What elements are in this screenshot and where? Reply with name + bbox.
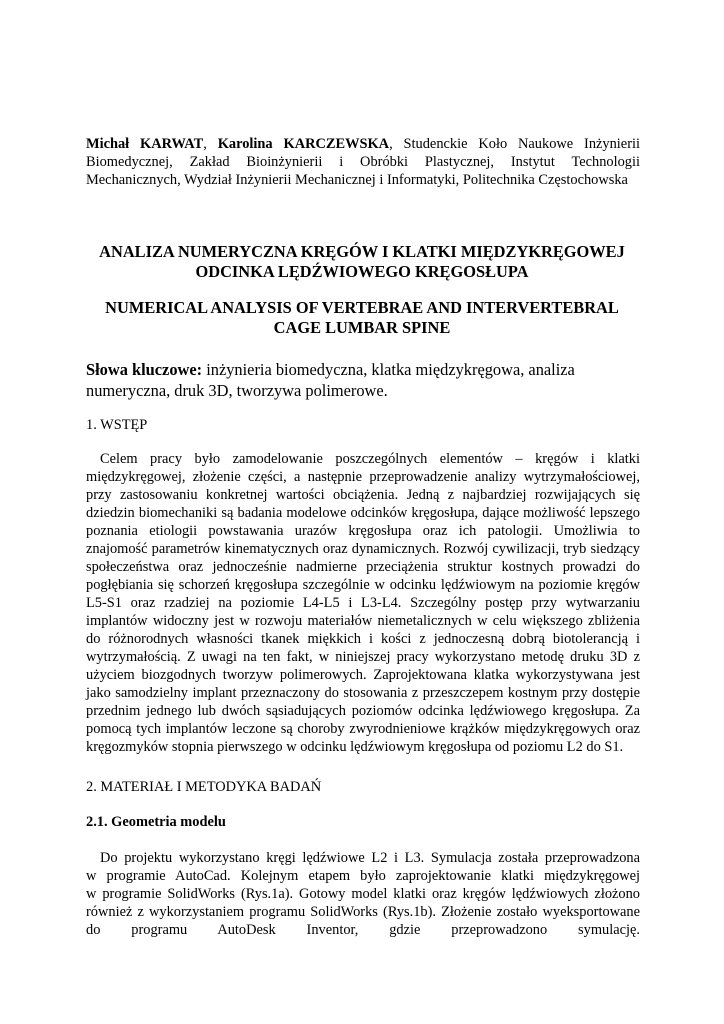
keywords-line-1 — [86, 359, 640, 380]
author-name-1: Michał KARWAT — [86, 136, 204, 152]
section-1-line: L5-S1 oraz rzadziej na poziomie L4-L5 i L3-L4. Szczególny postęp przy wytwarzaniu — [86, 595, 640, 611]
keywords-text-1: inżynieria biomedyczna, klatka międzykręgowa, analiza — [202, 360, 575, 379]
section-2-line: Do projektu wykorzystano kręgi lędźwiowe L2 i L3. Symulacja została przeprowadzona — [100, 850, 640, 866]
title-en-line-2: CAGE LUMBAR SPINE — [273, 318, 451, 337]
subsection-2-1-heading: 2.1. Geometria modelu — [86, 814, 226, 830]
section-1-line: poznania etiologii powstawania urazów kręgosłupa oraz ich patologii. Umożliwia to — [86, 523, 640, 539]
section-1-line: pomocą tych implantów leczone są choroby zwyrodnieniowe krążków międzykręgowych oraz — [86, 721, 640, 737]
section-1-line: przednim jednego lub dwóch sąsiadujących poziomów odcinka lędźwiowego kręgosłupa. Za — [86, 703, 640, 719]
section-1-line: międzykręgowej, złożenie części, a następnie przeprowadzenie analizy wytrzymałościowej, — [86, 469, 640, 485]
author-line-1 — [86, 136, 640, 154]
section-2-line: w programie SolidWorks (Rys.1a). Gotowy model klatki oraz kręgów lędźwiowych złożono — [86, 886, 640, 902]
section-1-heading: 1. WSTĘP — [86, 417, 148, 433]
section-1-line: społeczeństwa oraz jednocześnie nadmierne przeciążenia struktur kostnych prowadzi do — [86, 559, 640, 575]
section-1-line: do różnorodnych własności tkanek miękkich i kości z jednoczesną dobrą biotolerancją i — [86, 631, 640, 647]
author-name-2: Karolina KARCZEWSKA — [217, 136, 390, 152]
section-2-heading: 2. MATERIAŁ I METODYKA BADAŃ — [86, 779, 322, 795]
affiliation-part-1: , Studenckie Koło Naukowe Inżynierii — [389, 136, 640, 152]
section-1-line: znajomość parametrów kinematycznych oraz dynamicznych. Rozwój cywilizacji, tryb siedzący — [86, 541, 640, 557]
section-1-line: dziedzin biomechaniki są badania modelowe odcinków kręgosłupa, dające możliwość lepszego — [86, 505, 640, 521]
section-1-line: Celem pracy było zamodelowanie poszczególnych elementów – kręgów i klatki — [100, 451, 640, 467]
title-pl-line-1: ANALIZA NUMERYCZNA KRĘGÓW I KLATKI MIĘDZYKRĘGOWEJ — [99, 242, 625, 261]
section-2-line: również z wykorzystaniem programu SolidWorks (Rys.1b). Złożenie zostało wyeksportowane — [86, 904, 640, 920]
title-en-line-1: NUMERICAL ANALYSIS OF VERTEBRAE AND INTERVERTEBRAL — [105, 298, 619, 317]
section-1-line: kręgozmyków stopnia pierwszego w odcinku lędźwiowym kręgosłupa od poziomu L2 do S1. — [86, 739, 624, 755]
section-2-line: do programu AutoDesk Inventor, gdzie przeprowadzono symulację. — [86, 922, 640, 938]
affiliation-line-2: Biomedycznej, Zakład Bioinżynierii i Obróbki Plastycznej, Instytut Technologii — [86, 154, 640, 170]
section-1-line: pogłębiania się schorzeń kręgosłupa szczególnie w odcinku lędźwiowym na poziomie kręgów — [86, 577, 640, 593]
section-1-line: przy zastosowaniu konkretnej wartości obciążenia. Jedną z najbardziej rozwijających się — [86, 487, 640, 503]
section-1-line: użyciem biozgodnych tworzyw polimerowych. Zaprojektowana klatka wykorzystywana jest — [86, 667, 640, 683]
title-pl-line-2: ODCINKA LĘDŹWIOWEGO KRĘGOSŁUPA — [195, 262, 529, 281]
keywords-label: Słowa kluczowe: — [86, 360, 203, 379]
author-separator: , — [203, 136, 218, 152]
section-2-line: w programie AutoCad. Kolejnym etapem było zaprojektowanie klatki międzykręgowej — [86, 868, 640, 884]
section-1-line: wytrzymałością. Z uwagi na ten fakt, w niniejszej pracy wykorzystano metodę druku 3D z — [86, 649, 640, 665]
keywords-line-2: numeryczna, druk 3D, tworzywa polimerowe. — [86, 381, 388, 400]
affiliation-line-3: Mechanicznych, Wydział Inżynierii Mechanicznej i Informatyki, Politechnika Częstochowska — [86, 172, 628, 188]
section-1-line: jako samodzielny implant przeznaczony do stosowania z przeszczepem kostnym przy dostępie — [86, 685, 640, 701]
section-1-line: implantów widoczny jest w rozwoju materiałów niemetalicznych w celu większego zbliżenia — [86, 613, 640, 629]
